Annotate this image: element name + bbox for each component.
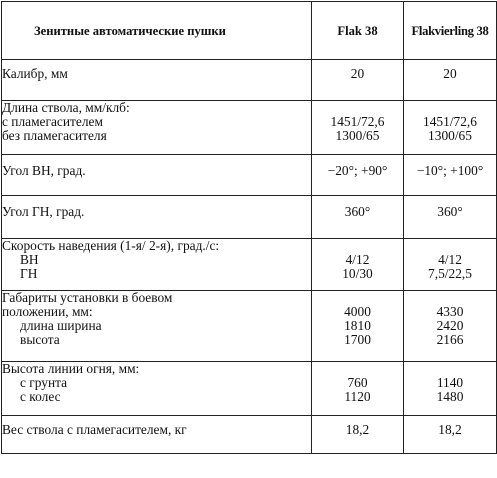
value-line: 20 [350, 66, 365, 81]
row-label [2, 291, 312, 362]
label-line: ВН [20, 252, 39, 267]
value-line: 4000 [344, 304, 371, 319]
value-line: 1451/72,6 [423, 114, 477, 129]
value-line [404, 101, 496, 115]
value-line: 2420 [436, 318, 464, 333]
flakvierling38-value [404, 155, 497, 196]
table-row-dimensions [2, 291, 497, 362]
value-line: 1120 [344, 389, 371, 404]
header-row [2, 2, 497, 60]
table-row-line-of-fire-height [2, 362, 497, 416]
label-line: Угол ГН, град. [2, 204, 85, 219]
value-line [312, 291, 403, 305]
header-flak38: Flak 38 [312, 2, 404, 60]
label-line: Угол ВН, град. [2, 163, 86, 178]
label-line: Длина ствола, мм/клб: [2, 100, 130, 115]
value-line: 18,2 [438, 422, 462, 437]
value-line: 1810 [344, 318, 371, 333]
table-row-aiming-speed [2, 239, 497, 291]
value-line: 4330 [436, 304, 464, 319]
value-line: 1700 [344, 332, 371, 347]
value-line [404, 291, 496, 305]
value-line: 20 [443, 66, 457, 81]
value-line: −10°; +100° [416, 163, 484, 178]
flak38-value [312, 362, 404, 416]
flak38-value [312, 291, 404, 362]
value-line: 4/12 [345, 252, 370, 267]
flak38-value [312, 60, 404, 101]
flak38-value [312, 239, 404, 291]
value-line: 7,5/22,5 [428, 266, 472, 281]
row-label [2, 239, 312, 291]
value-line: −20°; +90° [327, 163, 388, 178]
value-line [312, 239, 403, 253]
header-flakvierling38-text: Flakvierling 38 [411, 23, 489, 38]
row-label [2, 101, 312, 155]
label-line: Габариты установки в боевом [2, 290, 173, 305]
value-line: 1300/65 [428, 128, 472, 143]
spec-table [1, 1, 497, 454]
flakvierling38-value [404, 101, 497, 155]
value-line: 1140 [436, 375, 464, 390]
flakvierling38-value [404, 196, 497, 239]
table-row-barrel-length [2, 101, 497, 155]
value-line [312, 362, 403, 376]
label-line: Вес ствола с пламегасителем, кг [2, 422, 187, 437]
row-label [2, 362, 312, 416]
row-label [2, 416, 312, 454]
label-line: Скорость наведения (1-я/ 2-я), град./с: [2, 238, 220, 253]
value-line: 2166 [436, 332, 464, 347]
value-line: 4/12 [438, 252, 462, 267]
value-line [312, 101, 403, 115]
header-gun-type: Зенитные автоматические пушки [2, 2, 312, 60]
table-row-horizontal-angle [2, 196, 497, 239]
label-line: ГН [20, 266, 38, 281]
value-line [404, 362, 496, 376]
flakvierling38-value [404, 362, 497, 416]
value-line: 18,2 [345, 422, 370, 437]
header-flakvierling38 [404, 2, 497, 60]
label-line: с колес [20, 389, 61, 404]
label-line: высота [20, 332, 60, 347]
flak38-value [312, 196, 404, 239]
flak38-value [312, 416, 404, 454]
label-line: без пламегасителя [2, 128, 107, 143]
value-line: 1480 [436, 389, 464, 404]
table-row-vertical-angle [2, 155, 497, 196]
value-line: 1300/65 [335, 128, 380, 143]
flakvierling38-value [404, 291, 497, 362]
value-line: 10/30 [342, 266, 373, 281]
value-line: 760 [347, 375, 368, 390]
label-line: Калибр, мм [2, 66, 68, 81]
label-line: Высота линии огня, мм: [2, 361, 140, 376]
table-row-barrel-weight [2, 416, 497, 454]
value-line [404, 239, 496, 253]
value-line: 1451/72,6 [330, 114, 385, 129]
label-line: с пламегасителем [2, 114, 103, 129]
label-line: длина ширина [20, 318, 102, 333]
flakvierling38-value [404, 416, 497, 454]
value-line: 360° [437, 204, 463, 219]
table-row-caliber [2, 60, 497, 101]
label-line: с грунта [20, 375, 68, 390]
label-line: положении, мм: [2, 304, 93, 319]
row-label [2, 60, 312, 101]
flakvierling38-value [404, 239, 497, 291]
flakvierling38-value [404, 60, 497, 101]
row-label [2, 196, 312, 239]
row-label [2, 155, 312, 196]
value-line: 360° [344, 204, 371, 219]
flak38-value [312, 101, 404, 155]
flak38-value [312, 155, 404, 196]
